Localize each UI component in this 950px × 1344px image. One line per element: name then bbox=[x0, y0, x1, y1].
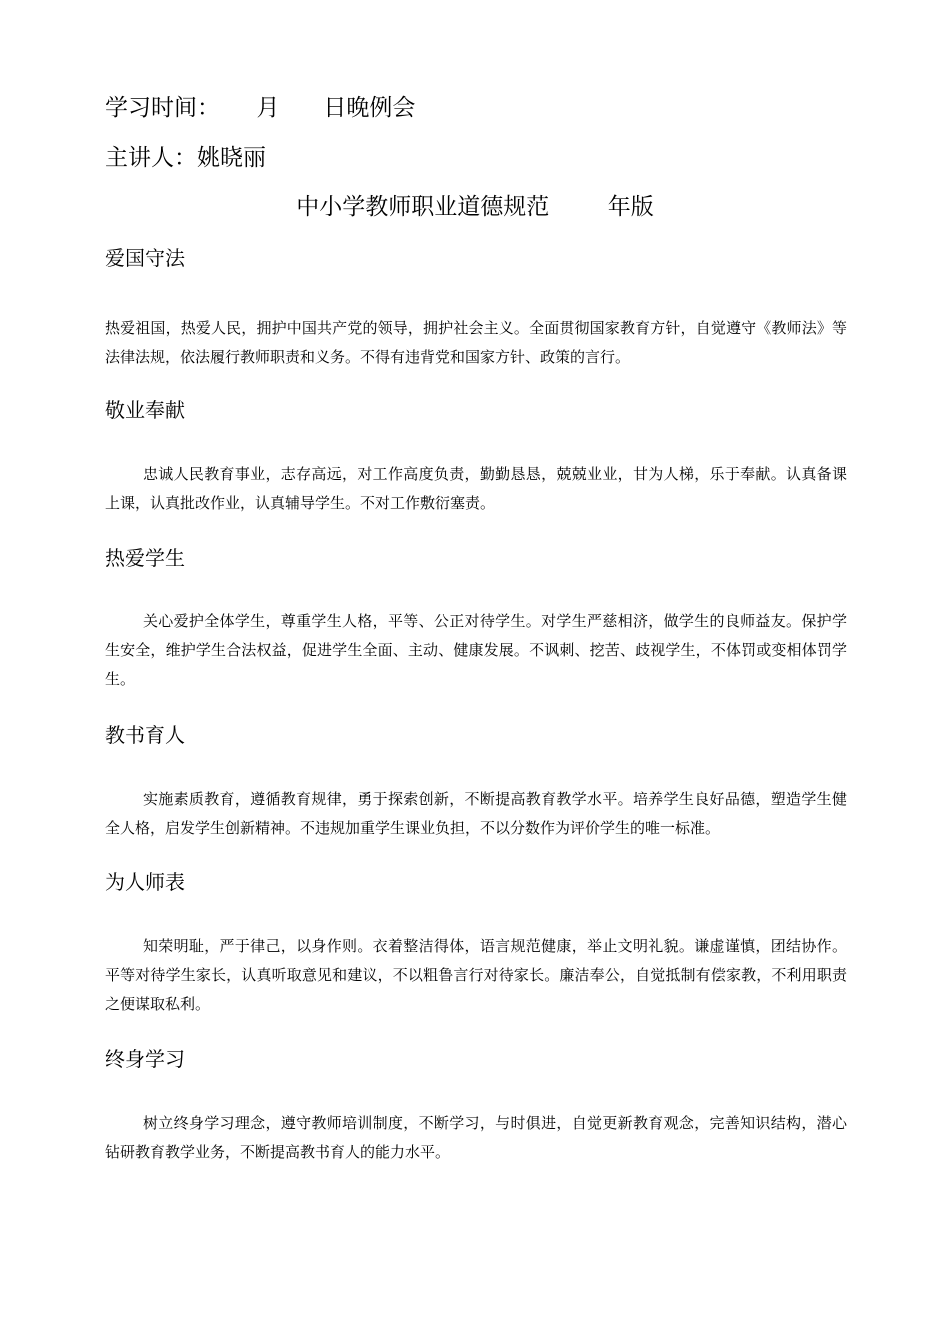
document-title: 中小学教师职业道德规范 年版 bbox=[296, 194, 654, 220]
section-body-patriotism: 热爱祖国，热爱人民，拥护中国共产党的领导，拥护社会主义。全面贯彻国家教育方针，自觉遵守《教师法》等法律法规，依法履行教师职责和义务。不得有违背党和国家方针、政策的言行。 bbox=[105, 319, 847, 366]
section-body-love-students: 关心爱护全体学生，尊重学生人格，平等、公正对待学生。对学生严慈相济，做学生的良师益友。保护学生安全，维护学生合法权益，促进学生全面、主动、健康发展。不讽刺、挖苦、歧视学生，不体罚或变相体罚学生。 bbox=[105, 612, 847, 688]
section-heading-role-model: 为人师表 bbox=[105, 870, 185, 894]
speaker: 主讲人：姚晓丽 bbox=[105, 145, 266, 171]
section-heading-patriotism: 爱国守法 bbox=[105, 246, 185, 270]
section-heading-teaching: 教书育人 bbox=[105, 723, 185, 747]
section-body-lifelong-learning: 树立终身学习理念，遵守教师培训制度，不断学习，与时俱进，自觉更新教育观念，完善知识结构，潜心钻研教育教学业务，不断提高教书育人的能力水平。 bbox=[105, 1114, 847, 1161]
section-heading-dedication: 敬业奉献 bbox=[105, 398, 185, 422]
section-body-dedication: 忠诚人民教育事业，志存高远，对工作高度负责，勤勤恳恳，兢兢业业，甘为人梯，乐于奉献。认真备课上课，认真批改作业，认真辅导学生。不对工作敷衍塞责。 bbox=[105, 465, 847, 512]
section-heading-love-students: 热爱学生 bbox=[105, 546, 185, 570]
section-heading-lifelong-learning: 终身学习 bbox=[105, 1047, 185, 1071]
study-time: 学习时间： 月 日晚例会 bbox=[105, 95, 416, 121]
section-body-teaching: 实施素质教育，遵循教育规律，勇于探索创新，不断提高教育教学水平。培养学生良好品德，塑造学生健全人格，启发学生创新精神。不违规加重学生课业负担，不以分数作为评价学生的唯一标准。 bbox=[105, 790, 847, 837]
section-body-role-model: 知荣明耻，严于律己，以身作则。衣着整洁得体，语言规范健康，举止文明礼貌。谦虚谨慎，团结协作。平等对待学生家长，认真听取意见和建议，不以粗鲁言行对待家长。廉洁奉公，自觉抵制有偿家教，不利用职责之便谋取私利。 bbox=[105, 937, 847, 1013]
